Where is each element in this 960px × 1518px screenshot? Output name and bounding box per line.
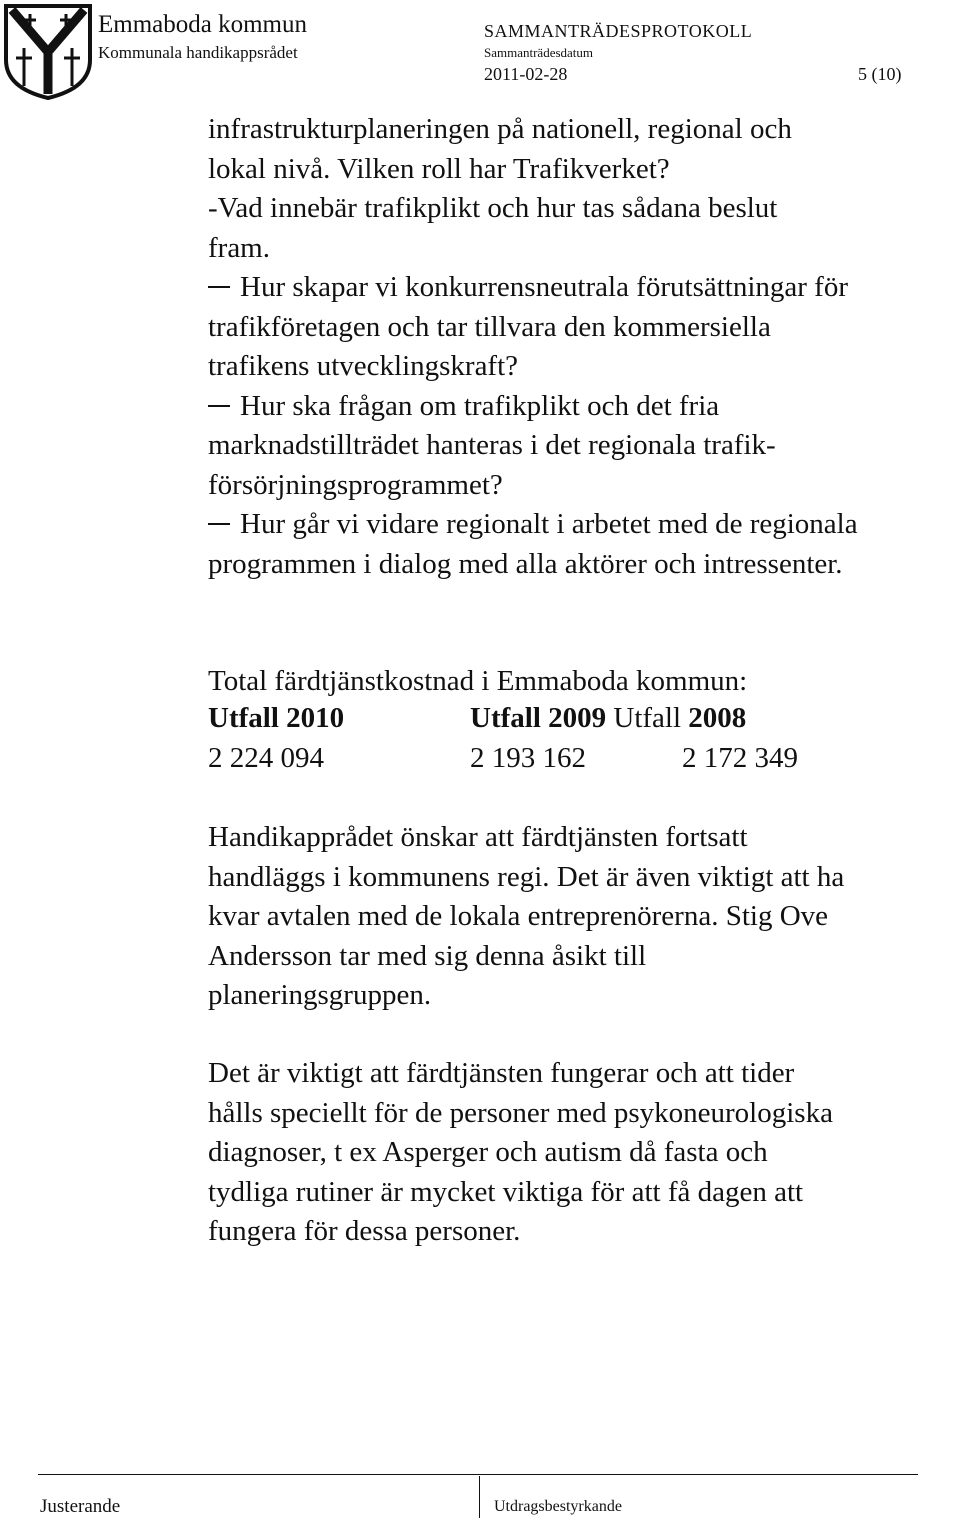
text-line: trafikföretagen och tar tillvara den kommersiella bbox=[208, 310, 771, 343]
text-line: Andersson tar med sig denna åsikt till bbox=[208, 939, 647, 972]
text-line: Hur ska frågan om trafikplikt och det fria bbox=[208, 387, 956, 427]
cost-header-2009-2008: Utfall 2009 Utfall 2008 bbox=[470, 702, 747, 734]
dash-bullet bbox=[208, 405, 230, 407]
council-opinion-paragraph bbox=[208, 818, 956, 1016]
dash-bullet bbox=[208, 286, 230, 288]
footer-column-divider bbox=[479, 1476, 480, 1518]
dash-bullet bbox=[208, 523, 230, 525]
organization-name: Emmaboda kommun bbox=[98, 11, 307, 38]
page-number: 5 (10) bbox=[858, 64, 902, 84]
text-line: kvar avtalen med de lokala entreprenörerna. Stig Ove bbox=[208, 900, 829, 932]
text-line: fungera för dessa personer. bbox=[208, 1215, 521, 1247]
cost-value-2010: 2 224 094 bbox=[208, 742, 324, 774]
cost-title: Total färdtjänstkostnad i Emmaboda kommun: bbox=[208, 665, 748, 697]
footer-justerande: Justerande bbox=[40, 1496, 121, 1517]
meeting-date-label: Sammanträdesdatum bbox=[484, 45, 594, 60]
text-line: fram. bbox=[208, 231, 270, 264]
committee-name: Kommunala handikappsrådet bbox=[98, 43, 298, 62]
text-line: Hur skapar vi konkurrensneutrala förutsättningar för bbox=[208, 268, 956, 308]
document-type: SAMMANTRÄDESPROTOKOLL bbox=[484, 21, 753, 41]
text-line: tydliga rutiner är mycket viktiga för att få dagen att bbox=[208, 1175, 804, 1208]
text-line: infrastrukturplaneringen på nationell, regional och bbox=[208, 113, 792, 145]
importance-paragraph bbox=[208, 1054, 956, 1252]
text-line: -Vad innebär trafikplikt och hur tas sådana beslut bbox=[208, 192, 778, 224]
text-line: diagnoser, t ex Asperger och autism då fasta och bbox=[208, 1136, 768, 1168]
cost-value-2009: 2 193 162 bbox=[470, 742, 586, 774]
text-line: Det är viktigt att färdtjänsten fungerar och att tider bbox=[208, 1057, 795, 1089]
text-line: programmen i dialog med alla aktörer och intressenter. bbox=[208, 547, 843, 580]
cost-header-2010: Utfall 2010 bbox=[208, 702, 345, 734]
text-line: Hur går vi vidare regionalt i arbetet med de regionala bbox=[208, 505, 956, 545]
cost-value-2008: 2 172 349 bbox=[682, 742, 798, 774]
text-line: trafikens utvecklingskraft? bbox=[208, 350, 519, 382]
text-line: lokal nivå. Vilken roll har Trafikverket? bbox=[208, 152, 670, 185]
text-line: hålls speciellt för de personer med psykoneurologiska bbox=[208, 1096, 833, 1129]
text-line: marknadstillträdet hanteras i det regionala trafik- bbox=[208, 429, 776, 461]
text-line: Handikapprådet önskar att färdtjänsten fortsatt bbox=[208, 821, 748, 853]
municipality-logo bbox=[0, 0, 96, 100]
text-line: försörjningsprogrammet? bbox=[208, 468, 503, 501]
agenda-questions bbox=[208, 110, 956, 584]
text-line: planeringsgruppen. bbox=[208, 979, 432, 1011]
text-line: handläggs i kommunens regi. Det är även viktigt att ha bbox=[208, 860, 845, 893]
footer-divider bbox=[38, 1474, 918, 1475]
footer-utdragsbestyrkande: Utdragsbestyrkande bbox=[494, 1498, 622, 1515]
meeting-date: 2011-02-28 bbox=[484, 64, 568, 84]
